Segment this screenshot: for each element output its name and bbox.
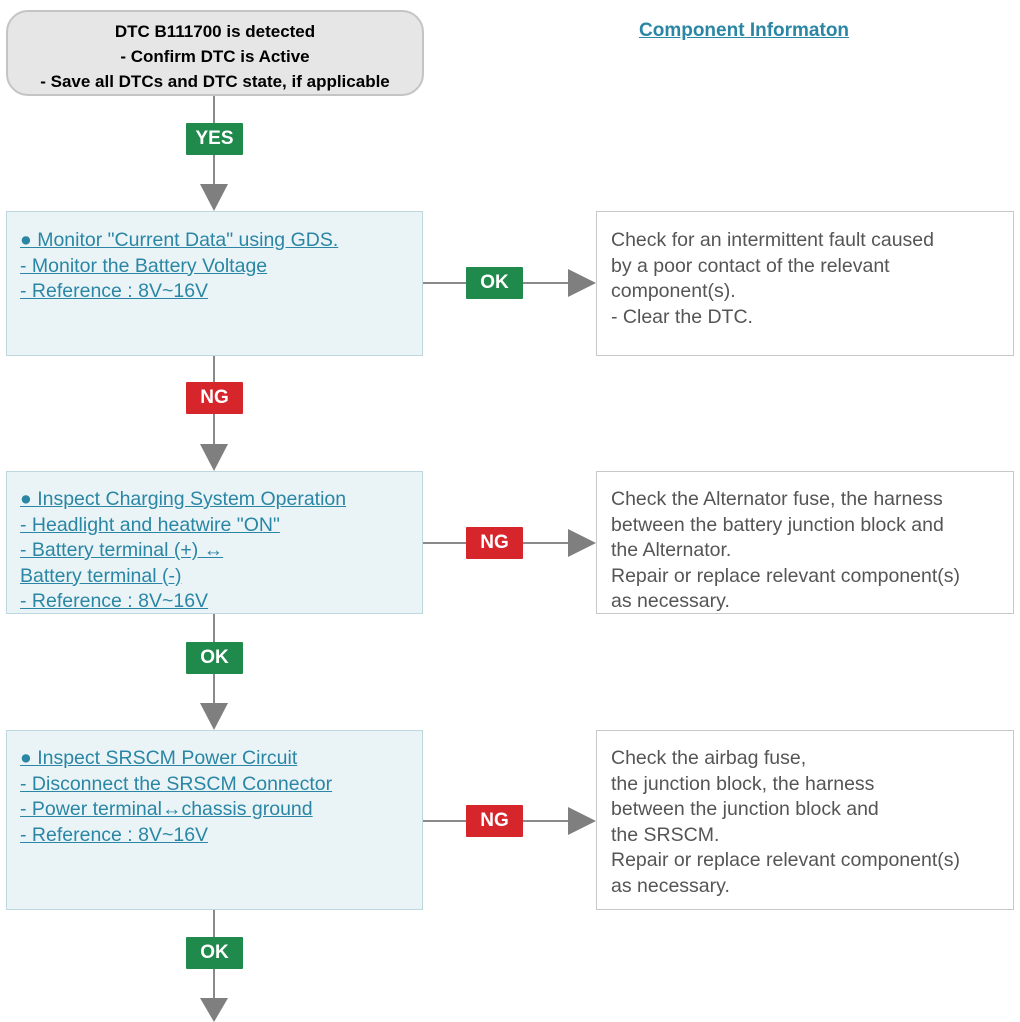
result1-line: Check for an intermittent fault caused: [611, 229, 934, 251]
ok-badge: OK: [186, 937, 243, 969]
result-airbag-fuse: [596, 730, 1014, 910]
ok-badge: OK: [186, 642, 243, 674]
ok-badge: OK: [466, 267, 523, 299]
step-inspect-charging-system: [6, 471, 423, 614]
arrowhead-down: [200, 703, 228, 730]
step3-power-terminal-link[interactable]: - Power terminal↔chassis ground: [20, 798, 313, 820]
result3-line: Check the airbag fuse,: [611, 747, 807, 769]
step-inspect-srscm-power: [6, 730, 423, 910]
arrowhead-right: [568, 807, 596, 835]
ng-badge: NG: [186, 382, 243, 414]
step-monitor-current-data: [6, 211, 423, 356]
arrowhead-right: [568, 269, 596, 297]
start-save-line: - Save all DTCs and DTC state, if applicable: [40, 72, 390, 91]
result2-line: Check the Alternator fuse, the harness: [611, 488, 943, 510]
step1-battery-voltage-link[interactable]: - Monitor the Battery Voltage: [20, 254, 268, 277]
step2-battery-positive-link[interactable]: - Battery terminal (+) ↔: [20, 539, 224, 561]
result3-line: the SRSCM.: [611, 823, 720, 846]
result3-line: Repair or replace relevant component(s): [611, 849, 961, 871]
result-alternator-fuse: [596, 471, 1014, 614]
start-title: DTC B111700 is detected: [114, 22, 316, 41]
result3-line: as necessary.: [611, 874, 730, 897]
arrowhead-down: [200, 184, 228, 211]
result-intermittent-fault: [596, 211, 1014, 356]
step2-title-link[interactable]: ● Inspect Charging System Operation: [20, 488, 347, 510]
result2-line: the Alternator.: [611, 539, 732, 561]
result1-line: by a poor contact of the relevant: [611, 254, 890, 277]
result1-line: - Clear the DTC.: [611, 305, 753, 328]
arrowhead-right: [568, 529, 596, 557]
result1-line: component(s).: [611, 280, 736, 302]
start-node: [6, 10, 424, 96]
step3-disconnect-link[interactable]: - Disconnect the SRSCM Connector: [20, 772, 333, 795]
arrowhead-down: [200, 998, 228, 1022]
step2-battery-negative-link[interactable]: Battery terminal (-): [20, 564, 182, 587]
result2-line: Repair or replace relevant component(s): [611, 564, 961, 587]
component-information-link[interactable]: Component Informaton: [639, 20, 850, 41]
ng-badge: NG: [466, 805, 523, 837]
step1-reference-link[interactable]: - Reference : 8V~16V: [20, 280, 209, 302]
ng-badge: NG: [466, 527, 523, 559]
step2-reference-link[interactable]: - Reference : 8V~16V: [20, 590, 209, 612]
yes-badge: YES: [186, 123, 243, 155]
step3-reference-link[interactable]: - Reference : 8V~16V: [20, 823, 209, 846]
arrowhead-down: [200, 444, 228, 471]
step1-title-link[interactable]: ● Monitor "Current Data" using GDS.: [20, 229, 339, 251]
step2-headlight-link[interactable]: - Headlight and heatwire "ON": [20, 513, 280, 536]
result2-line: between the battery junction block and: [611, 513, 944, 536]
start-confirm-line: - Confirm DTC is Active: [120, 47, 310, 66]
result3-line: between the junction block and: [611, 798, 879, 820]
step3-title-link[interactable]: ● Inspect SRSCM Power Circuit: [20, 747, 298, 769]
result3-line: the junction block, the harness: [611, 772, 875, 795]
result2-line: as necessary.: [611, 590, 730, 612]
